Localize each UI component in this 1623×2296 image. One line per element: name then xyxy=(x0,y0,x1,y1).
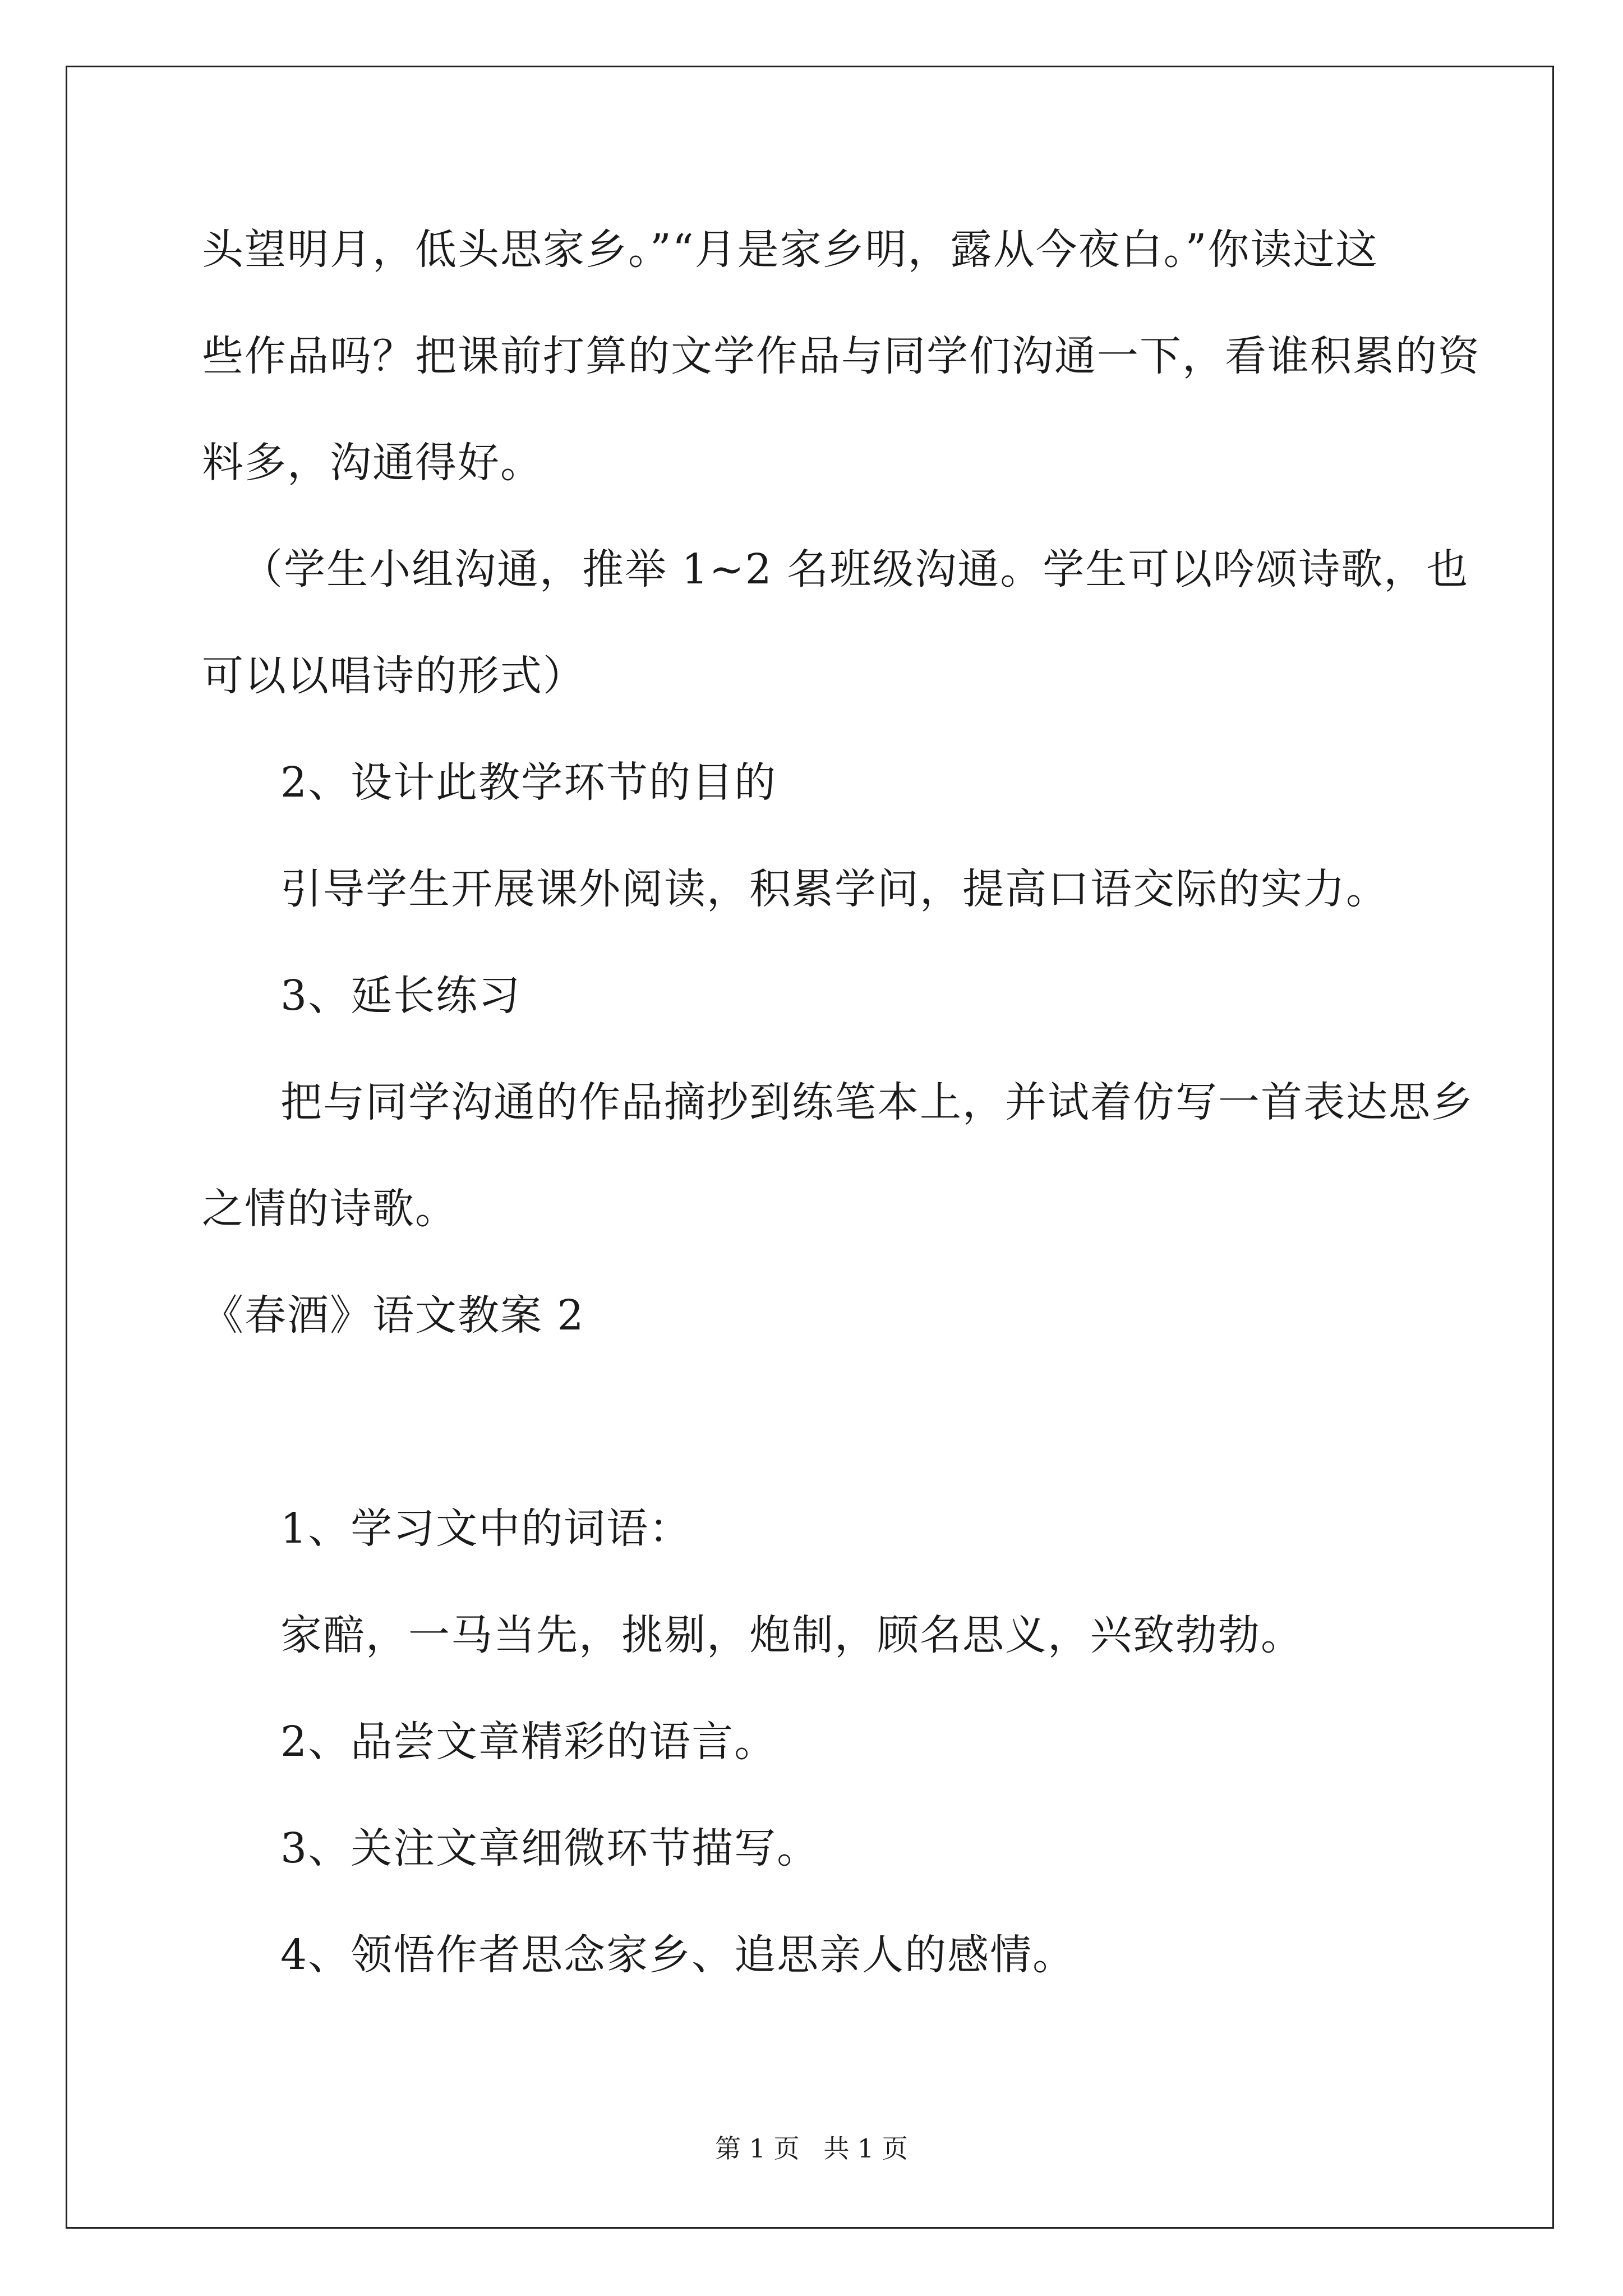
body-line-5: 可以以唱诗的形式） xyxy=(202,652,585,700)
page-border xyxy=(66,66,1554,2229)
body-line-3: 料多，沟通得好。 xyxy=(202,439,543,487)
body-line-1: 头望明月，低头思家乡。”“月是家乡明，露从今夜白。”你读过这 xyxy=(202,226,1378,274)
page-number: 第 1 页 xyxy=(715,2133,800,2164)
objective-4: 4、领悟作者思念家乡、追思亲人的感情。 xyxy=(280,1931,1076,1979)
vocabulary-list: 家醅，一马当先，挑剔，炮制，顾名思义，兴致勃勃。 xyxy=(280,1611,1303,1659)
objective-2: 2、品尝文章精彩的语言。 xyxy=(280,1718,777,1766)
page-total: 共 1 页 xyxy=(823,2133,908,2164)
body-line-purpose: 引导学生开展课外阅读，积累学问，提高口语交际的实力。 xyxy=(280,865,1389,913)
section-heading-purpose: 2、设计此教学环节的目的 xyxy=(280,758,777,807)
section-heading-exercise: 3、延长练习 xyxy=(280,972,522,1020)
body-line-4: （学生小组沟通，推举 1~2 名班级沟通。学生可以吟颂诗歌，也 xyxy=(241,545,1469,593)
body-line-2: 些作品吗？把课前打算的文学作品与同学们沟通一下，看谁积累的资 xyxy=(202,332,1481,380)
objective-3: 3、关注文章细微环节描写。 xyxy=(280,1824,820,1872)
body-line-exercise-1: 把与同学沟通的作品摘抄到练笔本上，并试着仿写一首表达思乡 xyxy=(280,1078,1474,1126)
page-footer xyxy=(0,2132,1623,2165)
body-line-exercise-2: 之情的诗歌。 xyxy=(202,1185,458,1233)
document-title-lesson-2: 《春酒》语文教案 2 xyxy=(202,1291,585,1340)
objective-1: 1、学习文中的词语： xyxy=(280,1504,692,1553)
